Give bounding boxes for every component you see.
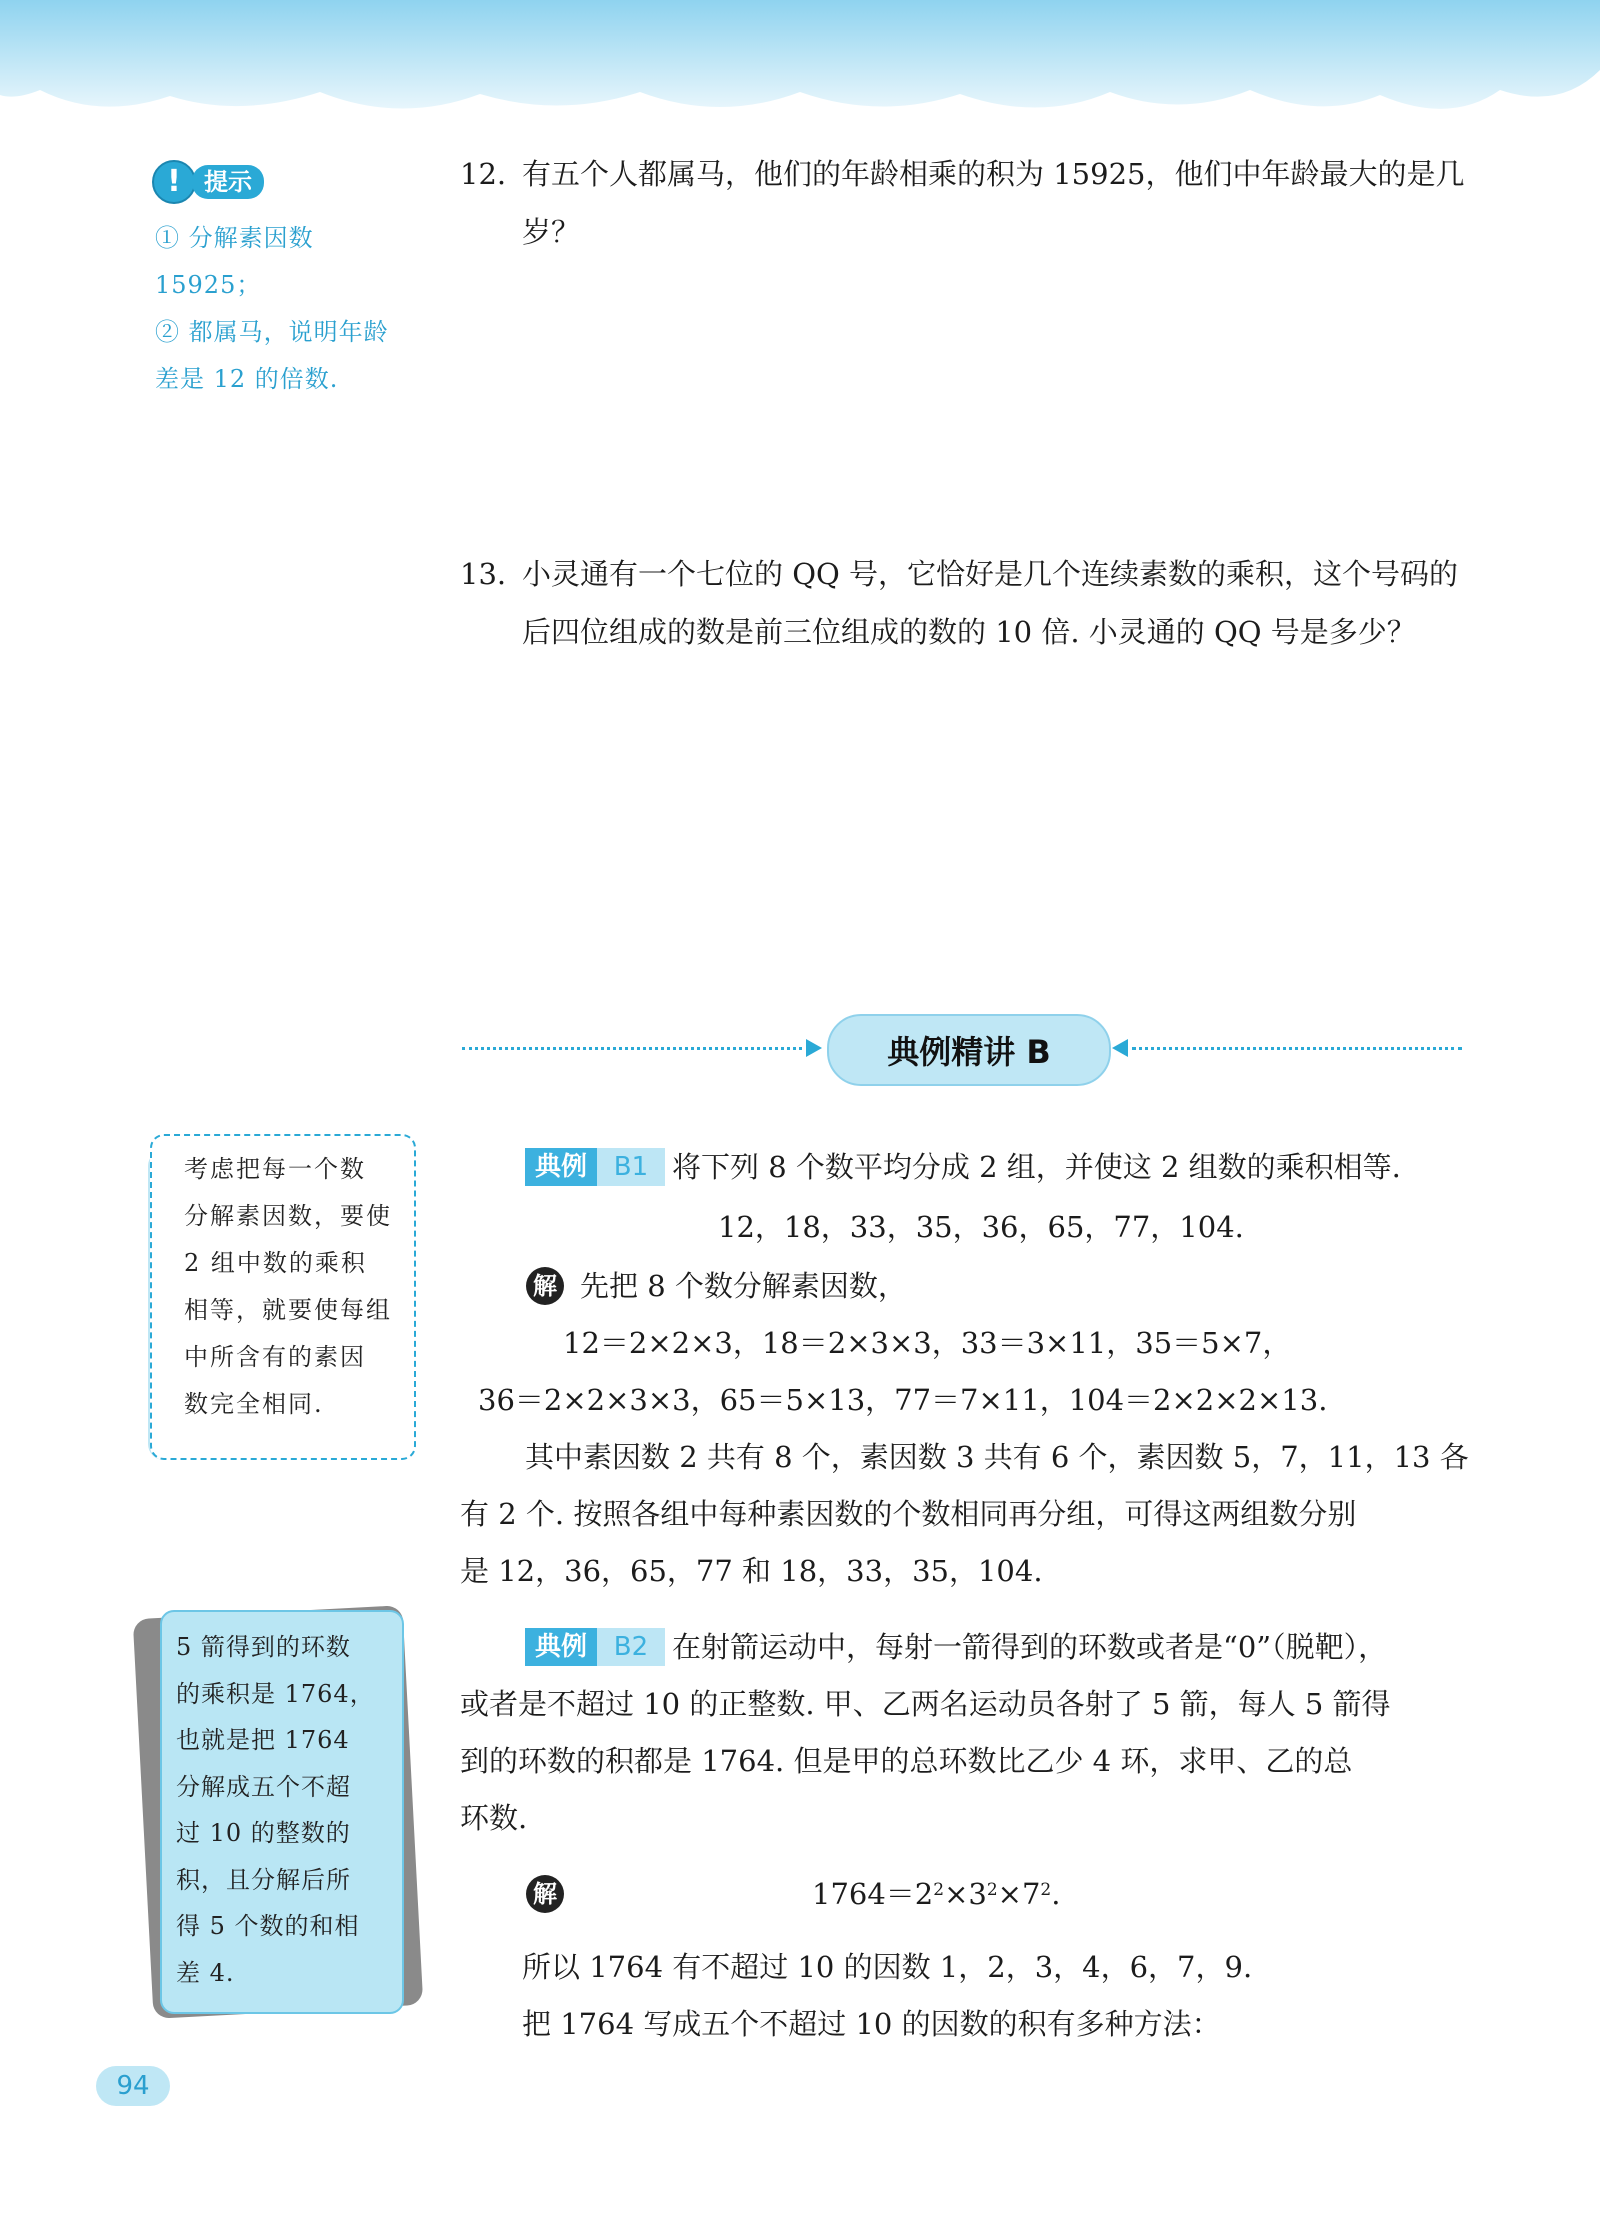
- section-title: 典例精讲 B: [827, 1014, 1111, 1086]
- exponent: 2: [1040, 1880, 1052, 1900]
- note-line: 也就是把 1764: [176, 1726, 350, 1754]
- problem-12: [460, 145, 1470, 261]
- exclamation-icon: !: [152, 160, 196, 204]
- factorization-line-2: 36＝2×2×3×3，65＝5×13，77＝7×11，104＝2×2×2×13.: [478, 1383, 1328, 1417]
- cloud-banner: [0, 0, 1600, 140]
- equation-part: 1764＝2: [812, 1877, 934, 1911]
- side-note-1-text: [184, 1146, 404, 1428]
- solve-badge: 解: [526, 1267, 564, 1305]
- example-b2-line-3: 到的环数的积都是 1764. 但是甲的总环数比乙少 4 环，求甲、乙的总: [460, 1744, 1353, 1778]
- exponent: 2: [933, 1880, 945, 1900]
- example-b2-line-6: 把 1764 写成五个不超过 10 的因数的积有多种方法：: [522, 2007, 1221, 2041]
- analysis-line-1: 其中素因数 2 共有 8 个，素因数 3 共有 6 个，素因数 5，7，11，13 各: [525, 1440, 1469, 1474]
- example-b1-statement: 将下列 8 个数平均分成 2 组，并使这 2 组数的乘积相等.: [672, 1150, 1401, 1184]
- example-b2-line-4: 环数.: [460, 1801, 528, 1835]
- example-b2-line-1: 在射箭运动中，每射一箭得到的环数或者是“0”（脱靶），: [672, 1630, 1388, 1664]
- equation-part: .: [1051, 1877, 1061, 1911]
- note-line: 5 箭得到的环数: [176, 1633, 351, 1661]
- hint-line: ① 分解素因数 15925；: [155, 224, 314, 299]
- section-divider-right: [1132, 1047, 1462, 1050]
- problem-13: [460, 545, 1470, 661]
- hint-label: 提示: [192, 165, 264, 199]
- note-line: 数完全相同.: [184, 1390, 324, 1418]
- section-divider-left: [462, 1047, 802, 1050]
- note-line: 的乘积是 1764，: [176, 1679, 375, 1708]
- exponent: 2: [986, 1880, 998, 1900]
- example-b1-numbers: 12，18，33，35，36，65，77，104.: [718, 1210, 1244, 1244]
- arrow-left-icon: [1112, 1039, 1128, 1057]
- arrow-right-icon: [806, 1039, 822, 1057]
- note-line: 差 4.: [176, 1958, 235, 1987]
- hint-header: [152, 160, 264, 204]
- note-line: 分解素因数，要使: [184, 1202, 392, 1230]
- note-line: 过 10 的整数的: [176, 1819, 351, 1847]
- equation-part: ×3: [944, 1877, 987, 1911]
- problem-number: 12.: [460, 157, 507, 191]
- note-line: 中所含有的素因: [184, 1343, 366, 1371]
- analysis-line-2: 有 2 个. 按照各组中每种素因数的个数相同再分组，可得这两组数分别: [460, 1497, 1357, 1531]
- problem-number: 13.: [460, 557, 507, 591]
- hint-line: 差是 12 的倍数.: [155, 365, 339, 393]
- example-badge-id: B2: [597, 1628, 665, 1666]
- equation-part: ×7: [997, 1877, 1041, 1911]
- hint-line: ② 都属马，说明年龄: [155, 318, 389, 346]
- note-line: 积，且分解后所: [176, 1865, 351, 1894]
- solve-intro: 先把 8 个数分解素因数，: [580, 1269, 907, 1303]
- page-number: 94: [96, 2066, 170, 2106]
- note-line: 相等，就要使每组: [184, 1296, 392, 1324]
- example-b2-line-2: 或者是不超过 10 的正整数. 甲、乙两名运动员各射了 5 箭，每人 5 箭得: [460, 1687, 1391, 1721]
- note-line: 分解成五个不超: [176, 1772, 351, 1801]
- example-badge-label: 典例: [525, 1148, 597, 1186]
- note-line: 得 5 个数的和相: [176, 1912, 360, 1940]
- factorization-equation: [812, 1874, 1060, 1914]
- problem-text: 小灵通有一个七位的 QQ 号，它恰好是几个连续素数的乘积，这个号码的后四位组成的数是前三位组成的数的 10 倍. 小灵通的 QQ 号是多少？: [522, 557, 1458, 649]
- problem-text: 有五个人都属马，他们的年龄相乘的积为 15925，他们中年龄最大的是几岁？: [522, 157, 1465, 249]
- example-b2-line-5: 所以 1764 有不超过 10 的因数 1，2，3，4，6，7，9.: [522, 1950, 1253, 1984]
- note-line: 考虑把每一个数: [184, 1155, 366, 1183]
- solve-badge: 解: [526, 1875, 564, 1913]
- analysis-line-3: 是 12，36，65，77 和 18，33，35，104.: [460, 1554, 1043, 1588]
- note-line: 2 组中数的乘积: [184, 1249, 367, 1277]
- side-note-2-text: [176, 1624, 396, 1996]
- factorization-line-1: 12＝2×2×3，18＝2×3×3，33＝3×11，35＝5×7，: [563, 1326, 1292, 1360]
- hint-text: [155, 215, 425, 403]
- example-badge-id: B1: [597, 1148, 665, 1186]
- example-badge-label: 典例: [525, 1628, 597, 1666]
